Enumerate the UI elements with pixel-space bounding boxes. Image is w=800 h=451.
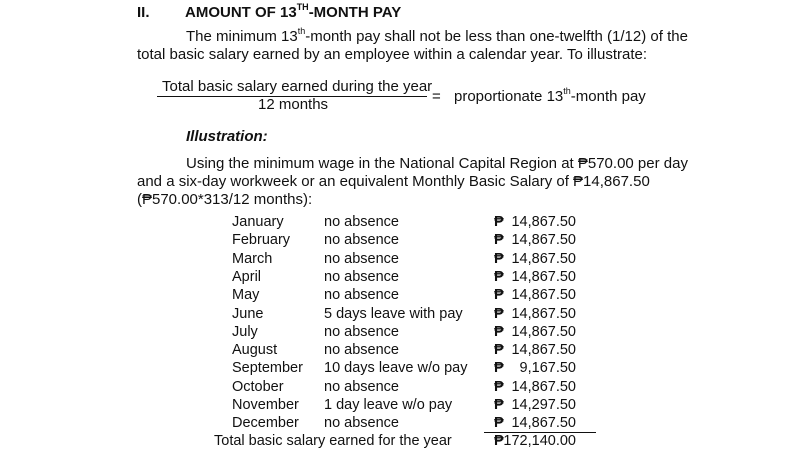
row-amount: 9,167.50 [519,360,576,377]
row-month: March [232,250,273,267]
row-month: February [232,232,291,249]
peso-sign: ₱ [494,232,504,249]
row-amount: 14,867.50 [511,378,576,395]
row-month: October [232,378,284,395]
row-note: no absence [324,250,399,267]
peso-sign: ₱ [494,250,504,267]
row-month: December [232,415,299,432]
formula-denominator: 12 months [258,96,329,113]
row-month: November [232,397,299,413]
intro-line-1-sup: th [297,26,306,36]
table-row [0,306,800,324]
formula-result [454,88,646,105]
row-amount: 14,867.50 [511,342,576,359]
table-row [0,379,800,397]
table-row [0,269,800,287]
intro-line-1-pre: The minimum 13 [186,28,298,45]
total-amount: 172,140.00 [503,433,576,449]
section-number: II. [137,4,150,21]
peso-sign: ₱ [494,342,504,359]
row-note: no absence [324,415,399,432]
section-title-sup: TH [296,2,309,12]
peso-sign: ₱ [494,415,504,432]
table-row [0,287,800,305]
row-month: August [232,342,278,359]
illustration-line-2: and a six-day workweek or an equivalent Monthly Basic Salary of ₱14,867.50 [137,173,650,190]
total-row [0,433,800,451]
table-row [0,360,800,378]
formula-numerator: Total basic salary earned during the year [162,78,433,95]
intro-line-1-post: -month pay shall not be less than one-twelfth (1/12) of the [305,28,688,45]
section-title-suffix: -MONTH PAY [308,4,402,21]
row-amount: 14,867.50 [511,268,576,285]
table-row [0,232,800,250]
total-label: Total basic salary earned for the year [214,433,452,449]
row-note: no absence [324,214,399,230]
table-row [0,324,800,342]
row-amount: 14,867.50 [511,232,576,249]
table-row [0,397,800,415]
section-title [185,4,401,21]
row-amount: 14,297.50 [511,397,576,413]
row-note: no absence [324,232,399,249]
row-note: no absence [324,342,399,359]
peso-sign: ₱ [494,378,504,395]
illustration-label: Illustration: [186,128,268,145]
row-amount: 14,867.50 [511,250,576,267]
row-amount: 14,867.50 [511,287,576,304]
peso-sign: ₱ [494,323,504,340]
peso-sign: ₱ [494,268,504,285]
formula-result-pre: proportionate 13 [454,88,564,105]
peso-sign: ₱ [494,433,504,449]
formula-result-post: -month pay [570,88,646,105]
row-note: no absence [324,287,399,304]
row-note: no absence [324,323,399,340]
row-month: January [232,214,284,230]
table-row [0,214,800,232]
formula-result-sup: th [563,86,571,96]
row-amount: 14,867.50 [511,323,576,340]
row-month: July [232,323,258,340]
illustration-line-3: (₱570.00*313/12 months): [137,191,313,208]
intro-line-2: total basic salary earned by an employee within a calendar year. To illustrate: [137,46,648,63]
row-note: 10 days leave w/o pay [324,360,468,377]
row-amount: 14,867.50 [511,305,576,322]
row-month: May [232,287,260,304]
illustration-line-1: Using the minimum wage in the National Capital Region at ₱570.00 per day [186,155,688,172]
row-amount: 14,867.50 [511,214,576,230]
peso-sign: ₱ [494,287,504,304]
row-month: June [232,305,264,322]
table-row [0,415,800,433]
row-note: 5 days leave with pay [324,305,463,322]
peso-sign: ₱ [494,214,504,230]
intro-line-1 [186,28,688,45]
peso-sign: ₱ [494,305,504,322]
row-month: April [232,268,262,285]
row-amount: 14,867.50 [511,415,576,432]
peso-sign: ₱ [494,360,504,377]
peso-sign: ₱ [494,397,504,413]
row-note: no absence [324,378,399,395]
row-note: no absence [324,268,399,285]
row-month: September [232,360,303,377]
row-note: 1 day leave w/o pay [324,397,453,413]
table-row [0,342,800,360]
formula-equals: = [432,88,441,105]
table-row [0,251,800,269]
section-title-prefix: AMOUNT OF 13 [185,4,297,21]
